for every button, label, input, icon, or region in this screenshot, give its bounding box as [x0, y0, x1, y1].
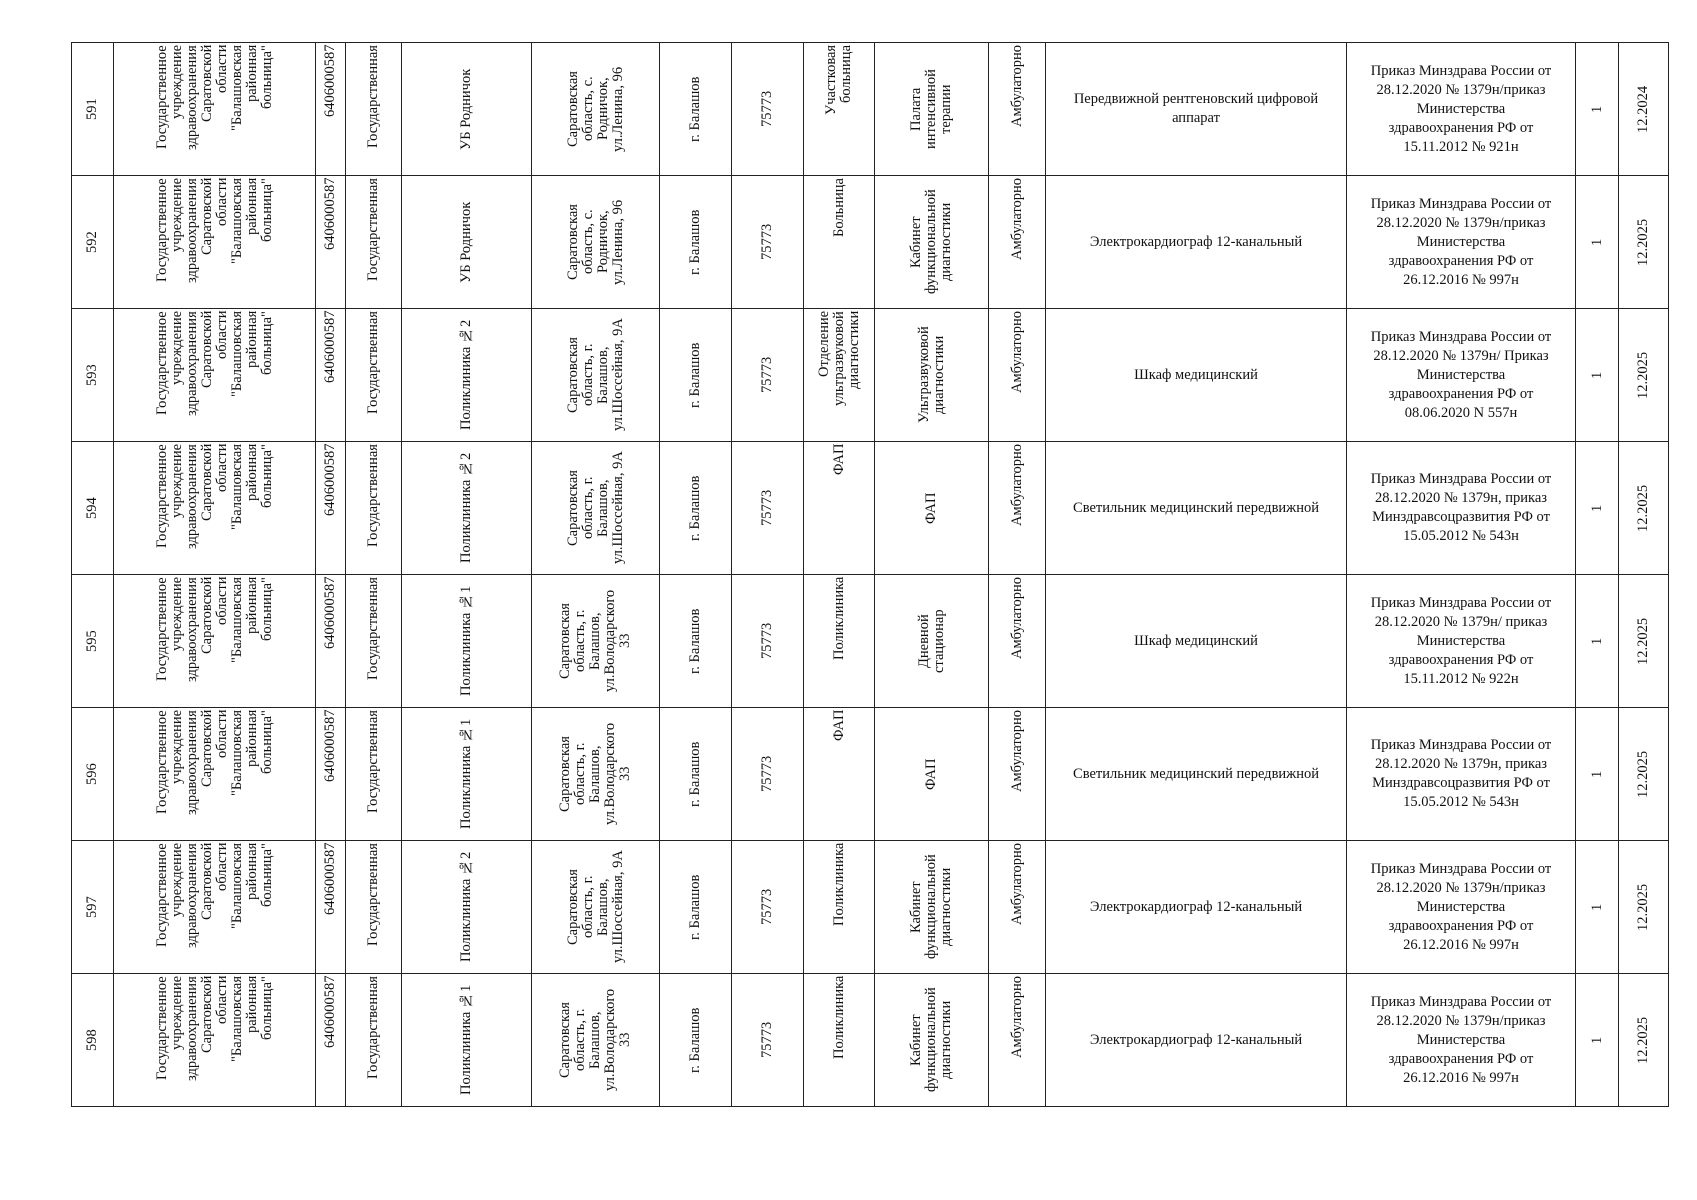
equipment-text: Электрокардиограф 12-канальный [1089, 1031, 1303, 1048]
department-text: Поликлиника [830, 976, 847, 1060]
address-text: Саратовская область, г. Балашов, ул.Шоссейная, 9А [564, 451, 626, 565]
organization-text: Государственное учреждение здравоохранения Саратовской области "Балашовская районная больница" [153, 45, 275, 150]
equipment-text: Шкаф медицинский [1134, 632, 1258, 649]
row-number-text: 596 [84, 763, 100, 785]
room-text: Ультразвуковой диагностики [915, 326, 947, 424]
inn-text: 6406000587 [322, 577, 338, 650]
unit-cell [402, 974, 532, 1107]
city-cell [660, 176, 732, 309]
quantity-text: 1 [1588, 371, 1605, 379]
quantity-cell [1576, 974, 1619, 1107]
address-cell [532, 575, 660, 708]
equipment-table [71, 42, 1669, 1107]
order-cell [1347, 442, 1576, 575]
ownership-text: Государственная [365, 976, 381, 1079]
code-cell [732, 974, 804, 1107]
order-text: Приказ Минздрава России от 28.12.2020 № 1379н/ приказ Министерства здравоохранения РФ от 15.11.2012 № 922н [1370, 594, 1552, 687]
city-text: г. Балашов [687, 209, 703, 275]
room-text: ФАП [923, 758, 939, 790]
address-cell [532, 309, 660, 442]
equipment-text: Электрокардиограф 12-канальный [1089, 233, 1303, 250]
care-mode-cell [989, 176, 1046, 309]
unit-text: Поликлиника №2 [458, 319, 474, 431]
table-row [72, 708, 1669, 841]
inn-text: 6406000587 [322, 710, 338, 783]
unit-cell [402, 176, 532, 309]
unit-cell [402, 708, 532, 841]
address-text: Саратовская область, г. Балашов, ул.Шоссейная, 9А [564, 850, 626, 964]
date-cell [1619, 43, 1669, 176]
care-mode-cell [989, 309, 1046, 442]
equipment-cell [1046, 176, 1347, 309]
row-number-text: 593 [84, 364, 100, 386]
unit-text: Поликлиника №2 [458, 851, 474, 963]
quantity-text: 1 [1588, 770, 1605, 778]
unit-text: Поликлиника №1 [458, 718, 474, 830]
code-text: 75773 [759, 223, 775, 261]
date-cell [1619, 974, 1669, 1107]
address-text: Саратовская область, г. Балашов, ул.Шоссейная, 9А [564, 318, 626, 432]
quantity-text: 1 [1588, 105, 1605, 113]
inn-cell [316, 176, 346, 309]
row-number-text: 591 [84, 98, 100, 120]
unit-text: Поликлиника №2 [458, 452, 474, 564]
department-text: Поликлиника [830, 577, 847, 661]
ownership-text: Государственная [365, 710, 381, 813]
equipment-cell [1046, 442, 1347, 575]
equipment-cell [1046, 43, 1347, 176]
code-cell [732, 43, 804, 176]
ownership-cell [346, 442, 402, 575]
organization-cell [114, 43, 316, 176]
care-mode-text: Амбулаторно [1008, 710, 1025, 793]
room-text: Кабинет функциональной диагностики [908, 854, 954, 960]
quantity-text: 1 [1588, 238, 1605, 246]
organization-cell [114, 575, 316, 708]
address-cell [532, 442, 660, 575]
department-text: Отделение ультразвуковой диагностики [815, 311, 862, 406]
equipment-text: Передвижной рентгеновский цифровой аппарат [1073, 91, 1319, 126]
organization-text: Государственное учреждение здравоохранения Саратовской области "Балашовская районная больница" [153, 710, 275, 815]
city-text: г. Балашов [687, 76, 703, 142]
order-text: Приказ Минздрава России от 28.12.2020 № 1379н/приказ Министерства здравоохранения РФ от 26.12.2016 № 997н [1370, 195, 1552, 288]
room-cell [875, 708, 989, 841]
organization-cell [114, 841, 316, 974]
organization-cell [114, 974, 316, 1107]
table-row [72, 176, 1669, 309]
order-cell [1347, 43, 1576, 176]
row-number-cell [72, 43, 114, 176]
inn-cell [316, 841, 346, 974]
order-cell [1347, 575, 1576, 708]
quantity-text: 1 [1588, 1036, 1605, 1044]
order-text: Приказ Минздрава России от 28.12.2020 № 1379н, приказ Минздравсоцразвития РФ от 15.05.2012 № 543н [1370, 471, 1552, 544]
inn-text: 6406000587 [322, 444, 338, 517]
table-row [72, 442, 1669, 575]
unit-text: УБ Родничок [458, 68, 474, 150]
city-cell [660, 841, 732, 974]
room-text: Кабинет функциональной диагностики [908, 987, 954, 1093]
equipment-cell [1046, 974, 1347, 1107]
organization-text: Государственное учреждение здравоохранения Саратовской области "Балашовская районная больница" [153, 843, 275, 948]
equipment-cell [1046, 841, 1347, 974]
address-text: Саратовская область, г. Балашов, ул.Володарского 33 [557, 722, 633, 826]
quantity-cell [1576, 442, 1619, 575]
address-cell [532, 43, 660, 176]
order-text: Приказ Минздрава России от 28.12.2020 № 1379н/ Приказ Министерства здравоохранения РФ от 08.06.2020 N 557н [1370, 328, 1552, 421]
table-row [72, 43, 1669, 176]
equipment-cell [1046, 575, 1347, 708]
city-text: г. Балашов [687, 608, 703, 674]
room-cell [875, 841, 989, 974]
date-text: 12.2025 [1635, 218, 1651, 266]
table-row [72, 841, 1669, 974]
order-cell [1347, 974, 1576, 1107]
room-cell [875, 309, 989, 442]
row-number-cell [72, 841, 114, 974]
city-cell [660, 575, 732, 708]
date-cell [1619, 442, 1669, 575]
unit-cell [402, 841, 532, 974]
inn-cell [316, 309, 346, 442]
department-cell [804, 708, 875, 841]
department-cell [804, 309, 875, 442]
date-cell [1619, 708, 1669, 841]
order-cell [1347, 176, 1576, 309]
table-row [72, 309, 1669, 442]
city-text: г. Балашов [687, 874, 703, 940]
equipment-cell [1046, 708, 1347, 841]
room-cell [875, 575, 989, 708]
inn-text: 6406000587 [322, 976, 338, 1049]
organization-cell [114, 176, 316, 309]
inn-cell [316, 43, 346, 176]
date-cell [1619, 176, 1669, 309]
unit-cell [402, 309, 532, 442]
code-text: 75773 [759, 622, 775, 660]
quantity-text: 1 [1588, 637, 1605, 645]
date-cell [1619, 575, 1669, 708]
code-text: 75773 [759, 489, 775, 527]
city-cell [660, 442, 732, 575]
department-cell [804, 43, 875, 176]
inn-text: 6406000587 [322, 843, 338, 916]
ownership-cell [346, 176, 402, 309]
unit-text: Поликлиника №1 [458, 984, 474, 1096]
equipment-cell [1046, 309, 1347, 442]
code-cell [732, 309, 804, 442]
code-text: 75773 [759, 1021, 775, 1059]
row-number-text: 597 [84, 896, 100, 918]
address-cell [532, 841, 660, 974]
organization-text: Государственное учреждение здравоохранения Саратовской области "Балашовская районная больница" [153, 311, 275, 416]
room-text: Дневной стационар [915, 609, 947, 673]
date-text: 12.2025 [1635, 351, 1651, 399]
city-cell [660, 974, 732, 1107]
care-mode-text: Амбулаторно [1008, 444, 1025, 527]
order-cell [1347, 841, 1576, 974]
inn-text: 6406000587 [322, 178, 338, 251]
department-text: ФАП [830, 710, 847, 742]
department-cell [804, 442, 875, 575]
room-cell [875, 43, 989, 176]
department-cell [804, 176, 875, 309]
date-text: 12.2025 [1635, 484, 1651, 532]
code-cell [732, 575, 804, 708]
quantity-cell [1576, 708, 1619, 841]
quantity-cell [1576, 575, 1619, 708]
code-cell [732, 841, 804, 974]
care-mode-text: Амбулаторно [1008, 45, 1025, 128]
ownership-cell [346, 575, 402, 708]
ownership-text: Государственная [365, 444, 381, 547]
order-text: Приказ Минздрава России от 28.12.2020 № 1379н/приказ Министерства здравоохранения РФ от 26.12.2016 № 997н [1370, 860, 1552, 953]
department-text: Поликлиника [830, 843, 847, 927]
code-text: 75773 [759, 888, 775, 926]
department-text: ФАП [830, 444, 847, 476]
ownership-cell [346, 43, 402, 176]
order-text: Приказ Минздрава России от 28.12.2020 № 1379н/приказ Министерства здравоохранения РФ от 15.11.2012 № 921н [1370, 62, 1552, 155]
unit-cell [402, 442, 532, 575]
department-cell [804, 841, 875, 974]
ownership-cell [346, 974, 402, 1107]
date-cell [1619, 309, 1669, 442]
organization-text: Государственное учреждение здравоохранения Саратовской области "Балашовская районная больница" [153, 577, 275, 682]
organization-cell [114, 309, 316, 442]
code-text: 75773 [759, 90, 775, 128]
care-mode-cell [989, 575, 1046, 708]
order-text: Приказ Минздрава России от 28.12.2020 № 1379н, приказ Минздравсоцразвития РФ от 15.05.2012 № 543н [1370, 737, 1552, 810]
order-text: Приказ Минздрава России от 28.12.2020 № 1379н/приказ Министерства здравоохранения РФ от 26.12.2016 № 997н [1370, 993, 1552, 1086]
quantity-cell [1576, 309, 1619, 442]
organization-cell [114, 442, 316, 575]
city-text: г. Балашов [687, 741, 703, 807]
department-text: Участковая больница [823, 45, 854, 116]
city-cell [660, 309, 732, 442]
care-mode-cell [989, 442, 1046, 575]
care-mode-cell [989, 708, 1046, 841]
equipment-text: Светильник медицинский передвижной [1073, 499, 1319, 516]
ownership-cell [346, 841, 402, 974]
care-mode-cell [989, 43, 1046, 176]
organization-text: Государственное учреждение здравоохранения Саратовской области "Балашовская районная больница" [153, 178, 275, 283]
room-cell [875, 974, 989, 1107]
row-number-text: 598 [84, 1029, 100, 1051]
care-mode-text: Амбулаторно [1008, 311, 1025, 394]
ownership-text: Государственная [365, 45, 381, 148]
row-number-cell [72, 309, 114, 442]
ownership-text: Государственная [365, 577, 381, 680]
code-text: 75773 [759, 755, 775, 793]
date-text: 12.2025 [1635, 1016, 1651, 1064]
code-cell [732, 442, 804, 575]
department-text: Больница [830, 178, 847, 237]
table-row [72, 575, 1669, 708]
unit-cell [402, 575, 532, 708]
date-text: 12.2025 [1635, 883, 1651, 931]
ownership-cell [346, 309, 402, 442]
inn-cell [316, 442, 346, 575]
equipment-text: Электрокардиограф 12-канальный [1089, 898, 1303, 915]
ownership-text: Государственная [365, 178, 381, 281]
quantity-cell [1576, 841, 1619, 974]
city-text: г. Балашов [687, 342, 703, 408]
room-text: ФАП [923, 492, 939, 524]
address-text: Саратовская область, г. Балашов, ул.Володарского 33 [557, 988, 633, 1092]
row-number-cell [72, 974, 114, 1107]
order-cell [1347, 708, 1576, 841]
row-number-cell [72, 575, 114, 708]
inn-text: 6406000587 [322, 45, 338, 118]
row-number-text: 594 [84, 497, 100, 519]
address-text: Саратовская область, с. Родничок, ул.Ленина, 96 [564, 66, 626, 152]
order-cell [1347, 309, 1576, 442]
quantity-text: 1 [1588, 504, 1605, 512]
ownership-cell [346, 708, 402, 841]
unit-cell [402, 43, 532, 176]
address-text: Саратовская область, с. Родничок, ул.Ленина, 96 [564, 199, 626, 285]
care-mode-cell [989, 974, 1046, 1107]
row-number-cell [72, 708, 114, 841]
equipment-text: Светильник медицинский передвижной [1073, 765, 1319, 782]
equipment-text: Шкаф медицинский [1134, 366, 1258, 383]
quantity-cell [1576, 43, 1619, 176]
organization-text: Государственное учреждение здравоохранения Саратовской области "Балашовская районная больница" [153, 976, 275, 1081]
inn-text: 6406000587 [322, 311, 338, 384]
care-mode-cell [989, 841, 1046, 974]
room-cell [875, 442, 989, 575]
address-cell [532, 176, 660, 309]
ownership-text: Государственная [365, 843, 381, 946]
room-cell [875, 176, 989, 309]
table-row [72, 974, 1669, 1107]
row-number-cell [72, 176, 114, 309]
care-mode-text: Амбулаторно [1008, 577, 1025, 660]
row-number-text: 592 [84, 231, 100, 253]
department-cell [804, 974, 875, 1107]
date-text: 12.2024 [1635, 85, 1651, 133]
date-text: 12.2025 [1635, 617, 1651, 665]
quantity-text: 1 [1588, 903, 1605, 911]
room-text: Кабинет функциональной диагностики [908, 189, 954, 295]
inn-cell [316, 708, 346, 841]
date-cell [1619, 841, 1669, 974]
inn-cell [316, 974, 346, 1107]
room-text: Палата интенсивной терапии [908, 69, 954, 149]
city-text: г. Балашов [687, 1007, 703, 1073]
organization-text: Государственное учреждение здравоохранения Саратовской области "Балашовская районная больница" [153, 444, 275, 549]
row-number-cell [72, 442, 114, 575]
table-body [72, 43, 1669, 1107]
care-mode-text: Амбулаторно [1008, 976, 1025, 1059]
code-cell [732, 176, 804, 309]
address-cell [532, 708, 660, 841]
city-cell [660, 43, 732, 176]
code-cell [732, 708, 804, 841]
department-cell [804, 575, 875, 708]
unit-text: УБ Родничок [458, 201, 474, 283]
row-number-text: 595 [84, 630, 100, 652]
address-cell [532, 974, 660, 1107]
unit-text: Поликлиника №1 [458, 585, 474, 697]
quantity-cell [1576, 176, 1619, 309]
organization-cell [114, 708, 316, 841]
city-text: г. Балашов [687, 475, 703, 541]
date-text: 12.2025 [1635, 750, 1651, 798]
ownership-text: Государственная [365, 311, 381, 414]
address-text: Саратовская область, г. Балашов, ул.Володарского 33 [557, 589, 633, 693]
code-text: 75773 [759, 356, 775, 394]
care-mode-text: Амбулаторно [1008, 843, 1025, 926]
city-cell [660, 708, 732, 841]
care-mode-text: Амбулаторно [1008, 178, 1025, 261]
inn-cell [316, 575, 346, 708]
